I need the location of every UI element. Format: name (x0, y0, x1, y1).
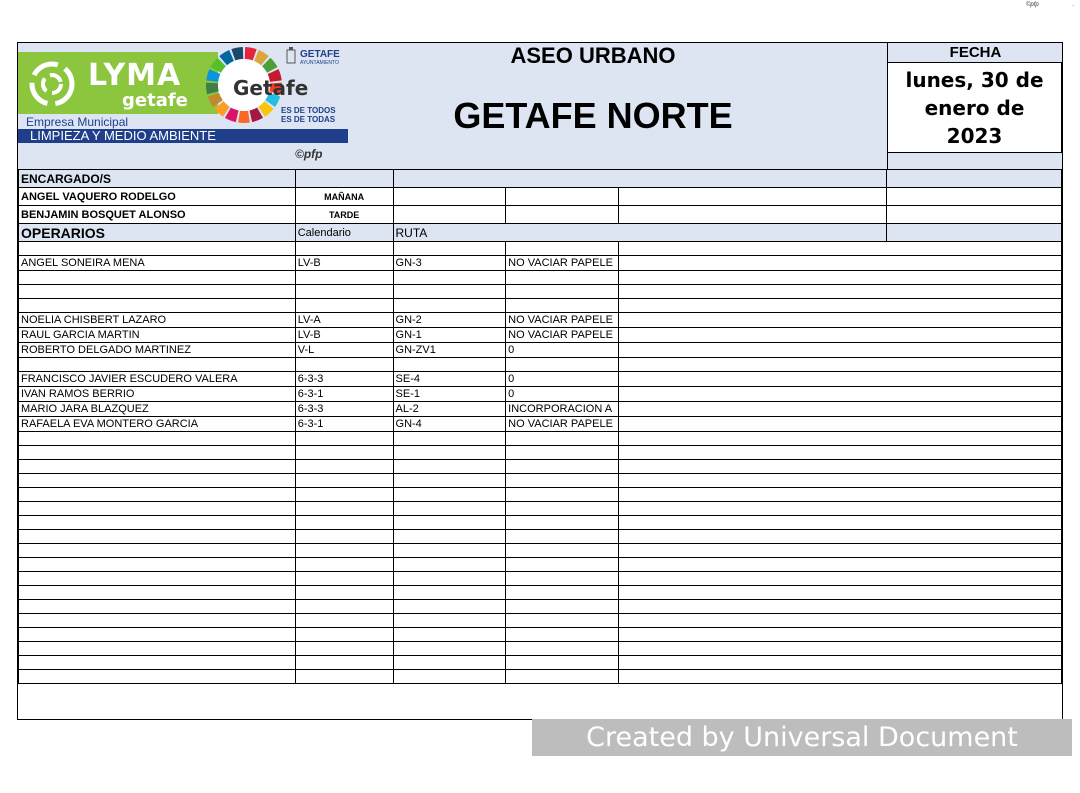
operario-observacion (506, 358, 619, 372)
operario-calendario: LV-B (295, 256, 393, 271)
operario-calendario (295, 586, 393, 600)
operario-name (19, 516, 296, 530)
operario-observacion (506, 600, 619, 614)
table-cell (619, 402, 1062, 417)
operario-calendario (295, 516, 393, 530)
operario-row (19, 502, 1062, 516)
table-cell (619, 242, 1062, 256)
operario-name (19, 656, 296, 670)
operario-ruta: AL-2 (393, 402, 506, 417)
operario-row (19, 256, 1062, 271)
operario-observacion (506, 530, 619, 544)
operario-ruta (393, 530, 506, 544)
encargados-header-row (19, 170, 1062, 188)
table-cell (619, 343, 1062, 358)
operario-ruta (393, 285, 506, 299)
table-cell (619, 572, 1062, 586)
operario-calendario: LV-B (295, 328, 393, 343)
table-cell (619, 299, 1062, 313)
operario-observacion (506, 572, 619, 586)
operario-row (19, 628, 1062, 642)
operario-row (19, 328, 1062, 343)
operario-name (19, 642, 296, 656)
operario-calendario: 6-3-3 (295, 372, 393, 387)
operario-row (19, 446, 1062, 460)
roster-table (18, 169, 1062, 684)
operario-ruta (393, 586, 506, 600)
operario-row (19, 372, 1062, 387)
sdg-segment (231, 47, 243, 60)
operario-ruta (393, 271, 506, 285)
encargado-row (19, 188, 1062, 206)
operario-observacion (506, 299, 619, 313)
operario-ruta: GN-2 (393, 313, 506, 328)
table-cell (619, 256, 1062, 271)
table-cell (619, 432, 1062, 446)
operario-observacion (506, 670, 619, 684)
table-cell (619, 387, 1062, 402)
fecha-label: FECHA (887, 43, 1063, 62)
operario-name (19, 446, 296, 460)
table-cell (619, 206, 887, 224)
operario-observacion (506, 271, 619, 285)
operario-observacion (506, 656, 619, 670)
table-cell (506, 188, 619, 206)
operario-observacion (506, 544, 619, 558)
operarios-header-row (19, 224, 1062, 242)
operario-calendario: V-L (295, 343, 393, 358)
operario-name (19, 432, 296, 446)
operario-name: MARIO JARA BLAZQUEZ (19, 402, 296, 417)
table-cell (619, 558, 1062, 572)
operario-calendario (295, 614, 393, 628)
corner-copyright: ©pfp (1026, 2, 1039, 8)
getafe-logo-text: Getafe (233, 76, 309, 100)
operario-name: RAFAELA EVA MONTERO GARCIA (19, 417, 296, 432)
table-cell (393, 188, 506, 206)
operario-name (19, 358, 296, 372)
operario-calendario: LV-A (295, 313, 393, 328)
operario-row (19, 656, 1062, 670)
brand-sub: getafe (122, 90, 188, 111)
operario-observacion (506, 516, 619, 530)
operario-ruta (393, 614, 506, 628)
operario-observacion (506, 614, 619, 628)
operario-observacion (506, 488, 619, 502)
table-cell (393, 206, 506, 224)
operario-name (19, 474, 296, 488)
operario-name (19, 558, 296, 572)
pfp-mark: ©pfp (295, 147, 323, 161)
operario-observacion: NO VACIAR PAPELE (506, 313, 619, 328)
operario-row (19, 572, 1062, 586)
operario-calendario (295, 656, 393, 670)
operario-observacion (506, 474, 619, 488)
operario-ruta: GN-ZV1 (393, 343, 506, 358)
operario-name (19, 544, 296, 558)
operario-observacion: INCORPORACION A (506, 402, 619, 417)
operario-ruta (393, 358, 506, 372)
operario-calendario: 6-3-1 (295, 387, 393, 402)
operario-ruta (393, 572, 506, 586)
table-cell (619, 372, 1062, 387)
page-subtitle: GETAFE NORTE (453, 95, 733, 136)
operario-observacion (506, 502, 619, 516)
operario-name (19, 670, 296, 684)
operario-calendario (295, 558, 393, 572)
table-cell (619, 516, 1062, 530)
operario-calendario (295, 600, 393, 614)
fecha-value: lunes, 30 de enero de 2023 (887, 62, 1062, 153)
operario-name: NOELIA CHISBERT LAZARO (19, 313, 296, 328)
operario-ruta: SE-4 (393, 372, 506, 387)
table-cell (393, 170, 886, 188)
table-cell (619, 670, 1062, 684)
operario-row (19, 299, 1062, 313)
operario-row (19, 242, 1062, 256)
brand-name: LYMA (88, 58, 182, 93)
operario-observacion (506, 432, 619, 446)
crest-icon (286, 47, 296, 65)
operario-observacion: 0 (506, 343, 619, 358)
operario-name: FRANCISCO JAVIER ESCUDERO VALERA (19, 372, 296, 387)
operario-calendario (295, 502, 393, 516)
corner-dash: - (1072, 3, 1074, 9)
operario-calendario (295, 572, 393, 586)
operario-calendario (295, 642, 393, 656)
operario-calendario (295, 285, 393, 299)
operario-name: IVAN RAMOS BERRIO (19, 387, 296, 402)
table-cell (619, 544, 1062, 558)
table-cell (619, 417, 1062, 432)
table-cell (619, 285, 1062, 299)
operario-observacion (506, 642, 619, 656)
encargado-turno: TARDE (295, 206, 393, 224)
operario-calendario (295, 488, 393, 502)
table-cell (886, 170, 1061, 188)
operario-name (19, 614, 296, 628)
limpieza-bar (18, 129, 348, 143)
operario-ruta (393, 670, 506, 684)
encargado-row (19, 206, 1062, 224)
sdg-segment (206, 83, 219, 95)
table-cell (886, 224, 1061, 242)
table-cell (619, 488, 1062, 502)
table-cell (619, 474, 1062, 488)
operario-row (19, 313, 1062, 328)
encargados-header: ENCARGADO/S (19, 170, 296, 188)
operario-calendario (295, 628, 393, 642)
operario-ruta (393, 488, 506, 502)
operario-row (19, 670, 1062, 684)
table-cell (619, 600, 1062, 614)
operario-name (19, 502, 296, 516)
operario-calendario (295, 474, 393, 488)
operario-calendario (295, 299, 393, 313)
table-cell (506, 206, 619, 224)
page-title: ASEO URBANO (510, 43, 676, 68)
operario-name (19, 488, 296, 502)
operario-row (19, 530, 1062, 544)
operario-ruta: GN-1 (393, 328, 506, 343)
col-calendario: Calendario (295, 224, 393, 242)
empresa-label: Empresa Municipal (26, 115, 129, 129)
table-cell (886, 206, 1061, 224)
operario-observacion (506, 628, 619, 642)
operario-ruta (393, 242, 506, 256)
col-ruta: RUTA (393, 224, 886, 242)
table-cell (619, 628, 1062, 642)
header (18, 43, 1062, 170)
operario-row (19, 402, 1062, 417)
table-cell (295, 170, 393, 188)
operario-ruta (393, 516, 506, 530)
operario-ruta (393, 460, 506, 474)
operario-ruta (393, 656, 506, 670)
operario-observacion: NO VACIAR PAPELE (506, 256, 619, 271)
table-cell (619, 586, 1062, 600)
table-cell (619, 642, 1062, 656)
operario-ruta (393, 544, 506, 558)
operario-calendario: 6-3-1 (295, 417, 393, 432)
operario-calendario (295, 271, 393, 285)
operario-row (19, 343, 1062, 358)
table-cell (619, 446, 1062, 460)
operario-observacion (506, 242, 619, 256)
operario-calendario: 6-3-3 (295, 402, 393, 417)
operario-ruta: SE-1 (393, 387, 506, 402)
sheet (17, 42, 1063, 720)
operario-name (19, 271, 296, 285)
table-cell (619, 188, 887, 206)
limpieza-label: LIMPIEZA Y MEDIO AMBIENTE (30, 128, 216, 143)
operario-calendario (295, 530, 393, 544)
operario-name (19, 586, 296, 600)
lyma-logo (18, 52, 218, 114)
watermark: Created by Universal Document Converter (532, 719, 1072, 756)
sdg-segment (238, 111, 250, 123)
operario-row (19, 586, 1062, 600)
table-cell (619, 502, 1062, 516)
operario-name (19, 628, 296, 642)
operario-ruta (393, 474, 506, 488)
slogan-line-1: ES DE TODOS (281, 106, 336, 115)
encargado-turno: MAÑANA (295, 188, 393, 206)
operario-row (19, 387, 1062, 402)
operario-row (19, 488, 1062, 502)
operario-calendario (295, 242, 393, 256)
operario-name (19, 285, 296, 299)
operario-observacion (506, 586, 619, 600)
operario-calendario (295, 358, 393, 372)
operario-row (19, 474, 1062, 488)
operario-name: ROBERTO DELGADO MARTINEZ (19, 343, 296, 358)
table-cell (619, 328, 1062, 343)
table-cell (619, 614, 1062, 628)
operario-row (19, 614, 1062, 628)
operario-calendario (295, 460, 393, 474)
operario-row (19, 516, 1062, 530)
operario-calendario (295, 446, 393, 460)
operarios-header: OPERARIOS (19, 224, 296, 242)
operario-row (19, 460, 1062, 474)
operario-name (19, 299, 296, 313)
operario-ruta (393, 432, 506, 446)
operario-ruta (393, 642, 506, 656)
encargado-name: BENJAMIN BOSQUET ALONSO (19, 206, 296, 224)
operario-row (19, 358, 1062, 372)
operario-row (19, 558, 1062, 572)
operario-calendario (295, 670, 393, 684)
table-cell (619, 358, 1062, 372)
table-cell (619, 460, 1062, 474)
operario-row (19, 544, 1062, 558)
swirl-icon (28, 60, 76, 108)
operario-ruta (393, 502, 506, 516)
operario-name: ANGEL SONEIRA MENA (19, 256, 296, 271)
slogan (281, 106, 336, 124)
operario-row (19, 600, 1062, 614)
operario-ruta: GN-3 (393, 256, 506, 271)
table-cell (619, 656, 1062, 670)
operario-observacion: NO VACIAR PAPELE (506, 417, 619, 432)
operario-ruta (393, 299, 506, 313)
table-cell (886, 188, 1061, 206)
table-cell (619, 271, 1062, 285)
ayuntamiento-sub: AYUNTAMIENTO (300, 60, 339, 66)
operario-observacion (506, 446, 619, 460)
operario-observacion (506, 460, 619, 474)
operario-ruta: GN-4 (393, 417, 506, 432)
operario-name (19, 572, 296, 586)
operario-name (19, 600, 296, 614)
operario-calendario (295, 544, 393, 558)
operario-calendario (295, 432, 393, 446)
table-cell (619, 313, 1062, 328)
sdg-segment (245, 47, 257, 60)
operario-observacion (506, 285, 619, 299)
slogan-line-2: ES DE TODAS (281, 115, 336, 124)
operario-row (19, 642, 1062, 656)
table-cell (619, 530, 1062, 544)
operario-observacion: 0 (506, 372, 619, 387)
operario-row (19, 417, 1062, 432)
operario-observacion: NO VACIAR PAPELE (506, 328, 619, 343)
operario-name (19, 242, 296, 256)
operario-name: RAUL GARCIA MARTIN (19, 328, 296, 343)
operario-ruta (393, 446, 506, 460)
operario-ruta (393, 628, 506, 642)
operario-name (19, 460, 296, 474)
encargado-name: ANGEL VAQUERO RODELGO (19, 188, 296, 206)
operario-ruta (393, 600, 506, 614)
ayuntamiento-name: GETAFE (300, 49, 340, 60)
operario-row (19, 432, 1062, 446)
operario-name (19, 530, 296, 544)
operario-ruta (393, 558, 506, 572)
operario-observacion (506, 558, 619, 572)
operario-row (19, 285, 1062, 299)
operario-observacion: 0 (506, 387, 619, 402)
operario-row (19, 271, 1062, 285)
